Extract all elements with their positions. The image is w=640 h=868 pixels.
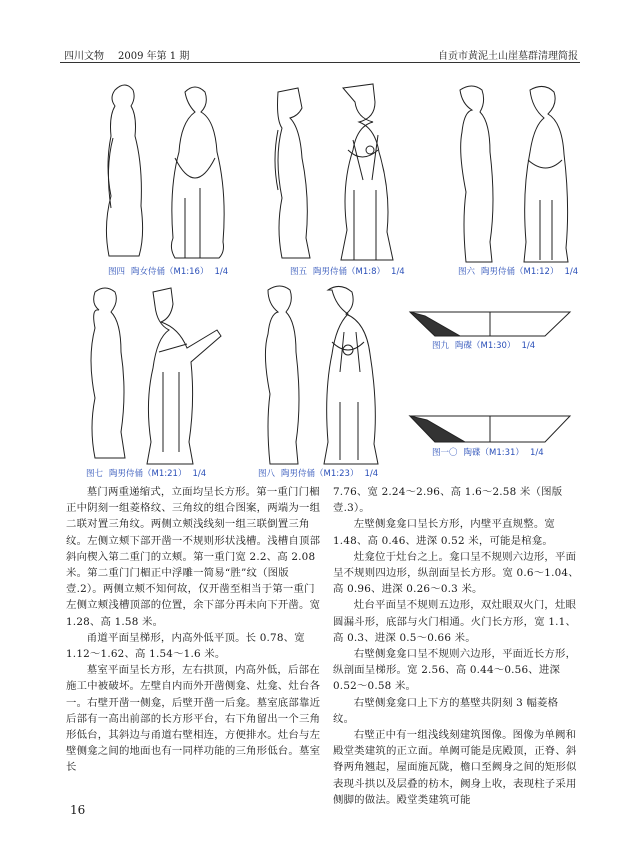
paragraph: 灶台平面呈不规则五边形，双灶眼双火门，灶眼圆漏斗形，底部与火门相通。火门长方形，宽 1.1、高 0.3、进深 0.5～0.66 米。 xyxy=(333,599,577,644)
figure-10-caption xyxy=(432,446,550,458)
figure-6-scale: 1/4 xyxy=(564,267,579,277)
right-column xyxy=(333,484,579,808)
figure-10-drawing xyxy=(405,410,575,448)
figure-4-drawing xyxy=(75,78,235,268)
figure-5-scale: 1/4 xyxy=(391,267,405,277)
left-column xyxy=(66,484,324,776)
paragraph: 7.76、宽 2.24～2.96、高 1.6～2.58 米（图版壹.3）。 xyxy=(333,486,563,515)
paragraph: 墓室平面呈长方形，左右拱顶，内高外低，后部在施工中被破坏。左壁自内而外开凿侧龛、灶龛、灶台各一。右壁开凿一侧龛，后壁开凿一后龛。墓室底部靠近后部有一高出前部的长方形平台，右下角留出一个三角形低台，其斜边与甬道右壁相连，方便排水。灶台与左壁侧龛之间的地面也有一同样功能的三角形低台。墓室长 xyxy=(66,664,321,774)
figure-6-number: 图六 xyxy=(458,267,476,277)
page-number: 16 xyxy=(70,803,86,817)
figure-6-label: 陶男侍俑（M1:12） xyxy=(481,267,559,277)
paragraph: 右壁侧龛龛口上下方的墓壁共阴刻 3 幅菱格纹。 xyxy=(333,696,559,725)
figure-5-drawing xyxy=(258,80,418,270)
figure-7-scale: 1/4 xyxy=(192,469,207,479)
figure-8-drawing xyxy=(248,282,398,467)
figure-5-label: 陶男侍俑（M1:8） xyxy=(313,267,386,277)
figure-7-number: 图七 xyxy=(86,469,104,479)
figure-4-scale: 1/4 xyxy=(214,267,229,277)
figure-6-caption xyxy=(458,265,584,277)
figure-7-label: 陶男侍俑（M1:21） xyxy=(109,469,187,479)
paragraph: 甬道平面呈梯形，内高外低平顶。长 0.78、宽 1.12～1.62、高 1.54～1.6 米。 xyxy=(66,631,305,661)
figure-4-label: 陶女侍俑（M1:16） xyxy=(131,267,209,277)
header-rule xyxy=(60,62,580,63)
figure-7-caption xyxy=(86,467,212,479)
figure-4-caption xyxy=(108,265,234,277)
figure-9-scale: 1/4 xyxy=(521,341,536,351)
year-issue: 2009 年第 1 期 xyxy=(118,51,190,62)
figure-5-number: 图五 xyxy=(290,267,308,277)
paragraph: 墓门两重递缩式，立面均呈长方形。第一重门门楣正中阴刻一组菱格纹、三角纹的组合图案，两端为一组二联对置三角纹。两侧立颊浅线刻一组三联倒置三角纹。左侧立颊下部开凿一不规则形状浅槽。浅槽自顶部斜向楔入第二重门的立颊。第一重门宽 2.2、高 2.08 米。第二重门门楣正中浮雕一简易“胜”纹（图版壹.2）。两侧立颊不知何故，仅开凿至相当于第一重门左侧立颊浅槽顶部的位置，余下部分再未向下开凿。宽 1.28、高 1.58 米。 xyxy=(66,486,321,628)
paragraph: 灶龛位于灶台之上。龛口呈不规则六边形，平面呈不规则四边形，纵剖面呈长方形。宽 0.6～1.04、高 0.96、进深 0.26～0.3 米。 xyxy=(333,550,579,596)
figure-10-scale: 1/4 xyxy=(529,448,544,458)
figure-5-caption xyxy=(290,265,411,277)
figure-9-caption xyxy=(432,339,541,351)
paragraph: 右壁正中有一组浅线刻建筑图像。图像为单阙和殿堂类建筑的正立面。单阙可能是庑殿顶，正脊、斜脊两角翘起，屋面施瓦陇，檐口至阙身之间的矩形似表现斗拱以及层叠的枋木，阙身上收，表现柱子采用侧脚的做法。殿堂类建筑可能 xyxy=(333,729,577,806)
figure-6-drawing xyxy=(440,80,580,270)
figure-8-label: 陶男侍俑（M1:23） xyxy=(281,469,359,479)
paragraph: 右壁侧龛龛口呈不规则六边形，平面近长方形，纵剖面呈梯形。宽 2.56、高 0.44～0.56、进深 0.52～0.58 米。 xyxy=(333,648,577,693)
figure-10-label: 陶碟（M1:31） xyxy=(463,448,524,458)
figure-8-caption xyxy=(258,467,384,479)
figure-8-scale: 1/4 xyxy=(364,469,379,479)
running-title: 自贡市黄泥土山崖墓群清理简报 xyxy=(438,51,578,62)
figure-9-number: 图九 xyxy=(432,341,450,351)
figure-9-drawing xyxy=(405,302,575,342)
figure-7-drawing xyxy=(75,282,235,467)
figure-9-label: 陶碟（M1:30） xyxy=(455,341,516,351)
paragraph: 左壁侧龛龛口呈长方形，内壁平直规整。宽 1.48、高 0.46、进深 0.52 米，可能是棺龛。 xyxy=(333,518,556,547)
figure-4-number: 图四 xyxy=(108,267,126,277)
journal-name: 四川文物 xyxy=(64,51,104,62)
figure-8-number: 图八 xyxy=(258,469,276,479)
figure-10-number: 图一〇 xyxy=(432,448,458,458)
